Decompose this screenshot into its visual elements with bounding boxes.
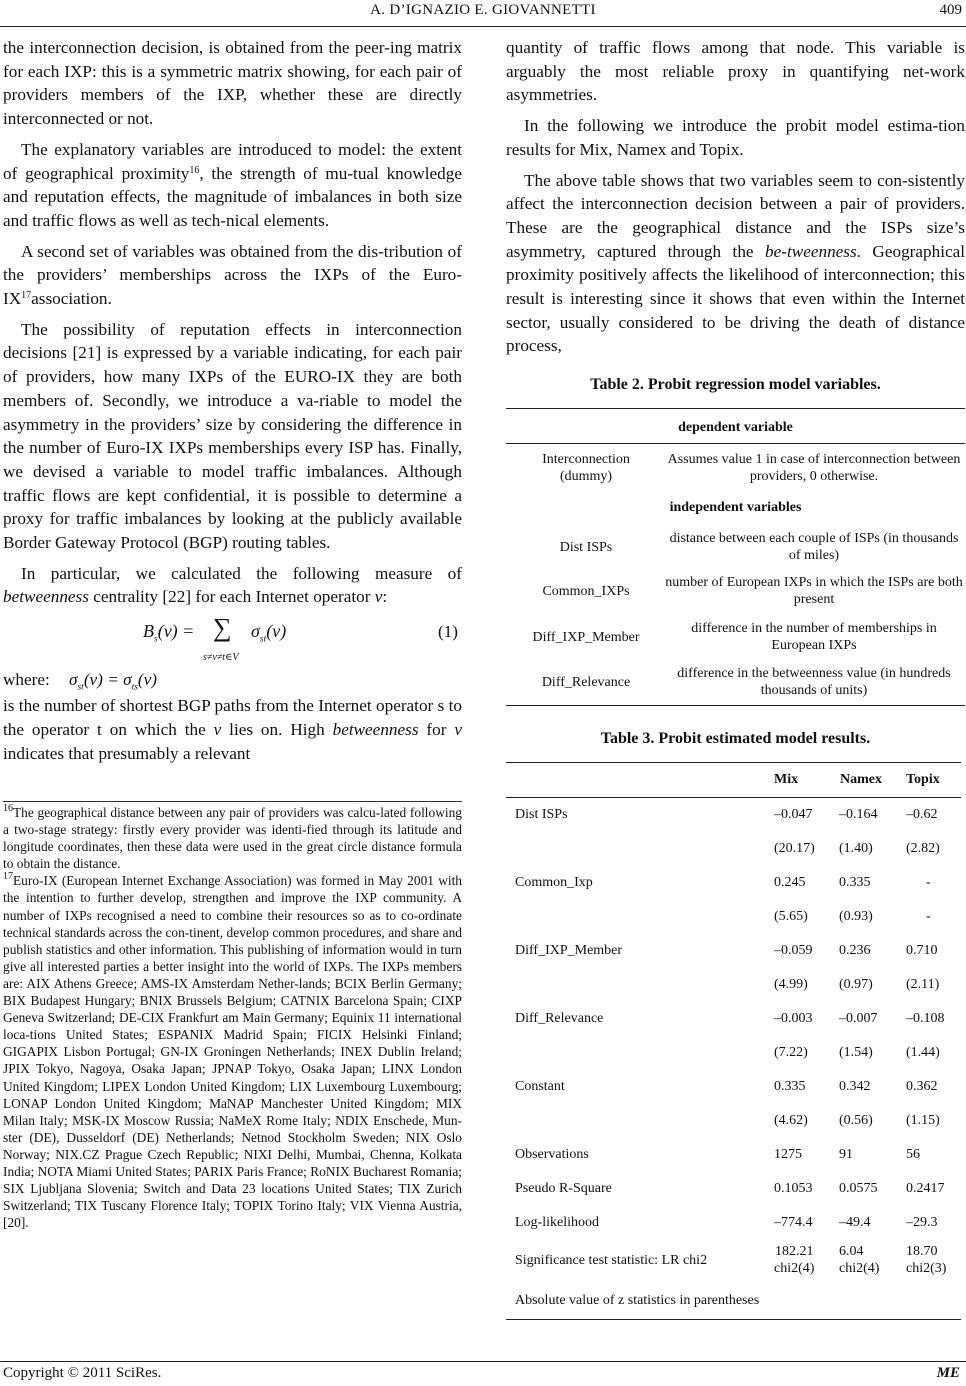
row-label: Log-likelihood (515, 1215, 599, 1230)
variable-name: Common_IXPs (542, 584, 630, 599)
cell-topix: (2.82) (906, 841, 940, 856)
cell-topix: 56 (906, 1147, 920, 1162)
cell-namex: 0.335 (839, 875, 871, 890)
paragraph: quantity of traffic flows among that node. This variable is arguably the most reliable proxy in quantifying net-work asymmetries. (506, 38, 965, 105)
variable-description: number of European IXPs in which the ISPs are both present (665, 575, 963, 607)
row-label: Pseudo R-Square (515, 1181, 612, 1196)
cell-mix: –774.4 (774, 1215, 813, 1230)
cell-mix: (7.22) (774, 1045, 808, 1060)
cell-namex: 6.04 chi2(4) (839, 1244, 880, 1276)
equation-lhs: $B_s(v)$ = (143, 621, 195, 645)
cell-mix: (5.65) (774, 909, 808, 924)
cell-namex: 0.0575 (839, 1181, 878, 1196)
where-formula: $\sigma_{st}(v) = \sigma_{ts}(v)$ (69, 670, 157, 693)
cell-mix: (4.99) (774, 977, 808, 992)
cell-mix: (20.17) (774, 841, 815, 856)
paragraph: In the following we introduce the probit model estima-tion results for Mix, Namex and Topix. (506, 116, 965, 159)
variable-name: Diff_Relevance (541, 675, 631, 690)
copyright: Copyright © 2011 SciRes. (3, 1365, 162, 1381)
column-header-topix: Topix (906, 772, 940, 787)
cell-namex: –49.4 (839, 1215, 871, 1230)
cell-namex: (1.40) (839, 841, 873, 856)
cell-namex: (1.54) (839, 1045, 873, 1060)
footnotes (3, 804, 462, 1231)
row-label: Diff_IXP_Member (515, 943, 623, 958)
cell-mix: 0.1053 (774, 1181, 813, 1196)
cell-topix: –0.108 (906, 1011, 945, 1026)
cell-topix: (2.11) (906, 977, 940, 992)
row-label: Common_Ixp (515, 875, 593, 890)
footnote-17: $^{17}$Euro-IX (European Internet Exchange Association) was formed in May 2001 with the intention to further develop, strengthen and improve the IXP community. A number of IXPs recognised a need to combine their resources so as to co-ordinate technical standards across the con-tinent, develop common procedures, and share and publish statistics and other information. This publishing of information would in turn give all interested parties a better insight into the world of IXPs. The IXPs members are: AIX Athens Greece; AMS-IX Amsterdam Nether-lands; BCIX Berlin Germany; BIX Budapest Hungary; BNIX Brussels Belgium; CATNIX Barcelona Spain; CIXP Geneva Switzerland; DE-CIX Frankfurt am Main Germany; Equinix 11 international loca-tions United States; ESPANIX Madrid Spain; FICIX Helsinki Finland; GIGAPIX Lisbon Portugal; GN-IX Groningen Netherlands; INEX Dublin Ireland; JPIX Tokyo, Nagoya, Osaka Japan; JPNAP Tokyo, Osaka Japan; LINX London United Kingdom; LIPEX London United Kingdom; LIX Luxembourg Luxembourg; LONAP London United Kingdom; MaNAP Manchester United Kingdom; MIX Milan Italy; MSK-IX Moscow Russia; NaMeX Rome Italy; NDIX Enschede, Mun-ster (DE), Dusseldorf (DE) Netherlands; Netnod Stockholm Sweden; NIX Oslo Norway; NIX.CZ Prague Czech Republic; NIXI Delhi, Mumbai, Chenna, Kolkata India; NOTA Miami United States; PARIX Paris France; RoNIX Bucharest Romania; SIX Ljubljana Slovenia; Switch and Data 23 locations United States; TIX Zurich Switzerland; TIX Tuscany Florence Italy; TOPIX Torino Italy; VIX Vienna Austria, [20]. (3, 871, 462, 1231)
variable-name: Interconnection (dummy) (542, 452, 630, 484)
paragraph: is the number of shortest BGP paths from the Internet operator s to the operator t on which the v lies on. High betweenness for v indicates that presumably a relevant (3, 696, 462, 763)
cell-topix: 0.2417 (906, 1181, 945, 1196)
cell-namex: (0.93) (839, 909, 873, 924)
paragraph: In particular, we calculated the following measure of betweenness centrality [22] for each Internet operator v: (3, 563, 462, 607)
paragraph: A second set of variables was obtained from the dis-tribution of the providers’ memberships across the IXPs of the Euro-IX$^{17}$association. (3, 241, 462, 309)
cell-mix: 182.21 chi2(4) (774, 1244, 815, 1276)
cell-topix: (1.15) (906, 1113, 940, 1128)
cell-namex: 0.342 (839, 1079, 871, 1094)
table-2-caption: Table 2. Probit regression model variables. (590, 376, 881, 393)
column-header-namex: Namex (840, 772, 882, 787)
journal-abbrev: ME (936, 1365, 960, 1381)
row-label: Significance test statistic: LR chi2 (515, 1253, 708, 1268)
variable-description: difference in the betweenness value (in hundreds thousands of units) (677, 666, 951, 698)
sum-subscript: s≠v≠t∈V (203, 652, 239, 664)
page-number: 409 (939, 2, 962, 18)
cell-topix: (1.44) (906, 1045, 940, 1060)
row-label: Observations (515, 1147, 589, 1162)
variable-description: Assumes value 1 in case of interconnection between providers, 0 otherwise. (667, 452, 961, 484)
table-3-header-rule (506, 797, 961, 798)
column-header-mix: Mix (774, 772, 799, 787)
cell-namex: –0.164 (839, 807, 878, 822)
cell-mix: –0.047 (774, 807, 813, 822)
table-3-caption: Table 3. Probit estimated model results. (600, 730, 871, 747)
footnote-rule (3, 801, 462, 802)
cell-topix: 18.70 chi2(3) (906, 1244, 947, 1276)
paragraph: The explanatory variables are introduced to model: the extent of geographical proximity$^{16}$, the strength of mu-tual knowledge and reputation effects, the magnitude of imbalances in both size and traffic flows as well as tech-nical elements. (3, 139, 462, 230)
paragraph: The possibility of reputation effects in interconnection decisions [21] is expressed by a variable indicating, for each pair of providers, how many IXPs of the EURO-IX they are both members of. Secondly, we introduce a va-riable to model the asymmetry in the providers’ size by considering the difference in the number of Euro-IX IXPs memberships every ISP has. Finally, we devised a variable to model traffic imbalances. Although traffic flows are kept confidential, it is possible to determine a proxy for traffic imbalances by looking at the publicly available Border Gateway Protocol (BGP) routing tables. (3, 319, 462, 553)
cell-namex: (0.97) (839, 977, 873, 992)
cell-mix: (4.62) (774, 1113, 808, 1128)
cell-mix: 0.335 (774, 1079, 806, 1094)
variable-description: difference in the number of memberships in European IXPs (691, 621, 937, 653)
paragraph: The above table shows that two variables seem to con-sistently affect the interconnection decision between a pair of providers. These are the geographical distance and the ISPs size’s asymmetry, captured through the be-tweenness. Geographical proximity positively affects the likelihood of interconnection; this result is interesting since it shows that even within the Internet sector, usually considered to be driving the death of distance process, (506, 170, 966, 356)
row-label: Constant (515, 1079, 565, 1094)
header-rule (0, 26, 966, 27)
variable-description: distance between each couple of ISPs (in thousands of miles) (669, 531, 959, 563)
table-2 (506, 408, 965, 706)
equation-rhs: $\sigma_{st}(v)$ (251, 621, 287, 645)
table-3 (506, 762, 961, 1320)
cell-namex: –0.007 (839, 1011, 878, 1026)
where-label: where: (3, 670, 50, 690)
where-clause (3, 668, 462, 694)
cell-mix: 0.245 (774, 875, 806, 890)
footnote-ref: 17 (21, 290, 32, 302)
cell-topix: 0.362 (906, 1079, 938, 1094)
right-column (506, 36, 965, 365)
cell-namex: 0.236 (839, 943, 871, 958)
cell-topix: –0.62 (906, 807, 938, 822)
footer-rule (0, 1361, 966, 1362)
row-label: Diff_Relevance (515, 1011, 604, 1026)
row-label: Dist ISPs (515, 807, 568, 822)
cell-topix: 0.710 (906, 943, 938, 958)
cell-mix: 1275 (774, 1147, 802, 1162)
cell-topix: - (926, 909, 931, 924)
footnote-16: $^{16}$The geographical distance between any pair of providers was calcu-lated following a two-stage strategy: firstly every provider was identi-fied through its latitude and longitude coordinates, then these data were used in the great circle distance formula to obtain the distance. (3, 803, 462, 872)
paragraph: the interconnection decision, is obtained from the peer-ing matrix for each IXP: this is a symmetric matrix showing, for each pair of providers members of the IXP, whether these are directly interconnected or not. (3, 38, 462, 129)
running-header-authors: A. D’IGNAZIO E. GIOVANNETTI (370, 2, 596, 18)
cell-mix: –0.059 (774, 943, 813, 958)
equation-number: (1) (437, 622, 458, 642)
equation-1 (3, 613, 462, 666)
table-2-section-rule (506, 443, 965, 444)
footnote-ref: 16 (189, 164, 200, 176)
cell-mix: –0.003 (774, 1011, 813, 1026)
variable-name: Diff_IXP_Member (532, 630, 640, 645)
variable-name: Dist ISPs (559, 540, 613, 555)
table-note: Absolute value of z statistics in parentheses (515, 1293, 760, 1308)
cell-topix: - (926, 875, 931, 890)
cell-namex: (0.56) (839, 1113, 873, 1128)
table-2-section-dependent: dependent variable (678, 420, 793, 435)
table-2-section-independent: independent variables (669, 500, 802, 515)
cell-topix: –29.3 (906, 1215, 938, 1230)
sum-symbol: ∑ (213, 613, 232, 643)
cell-namex: 91 (839, 1147, 853, 1162)
left-column (3, 36, 462, 772)
